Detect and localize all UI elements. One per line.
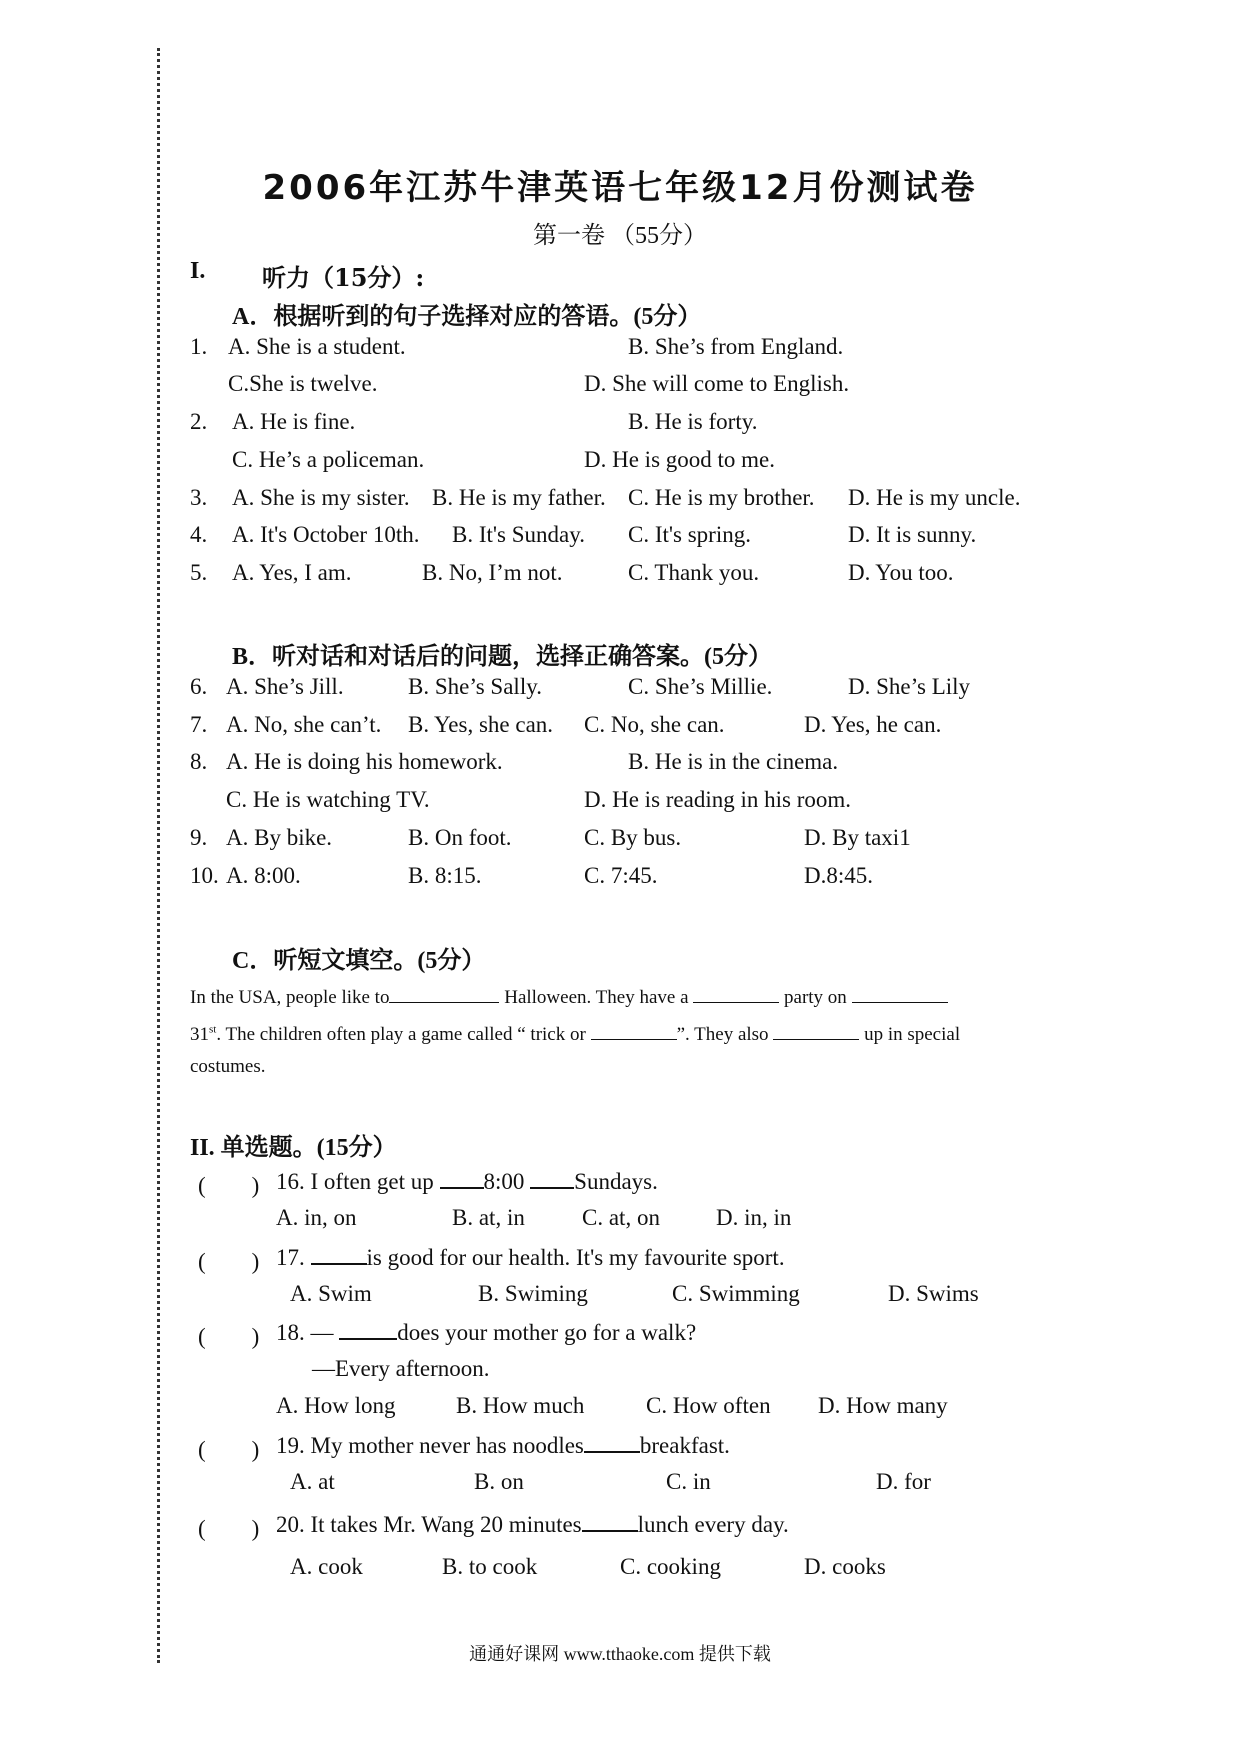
- q10-number: 10.: [190, 863, 219, 888]
- q18-stem: [276, 1318, 696, 1346]
- blank-5: [773, 1019, 859, 1040]
- q3-option-b: B. He is my father.: [432, 485, 606, 510]
- q19-option-d: D. for: [876, 1469, 931, 1494]
- q4-number: 4.: [190, 522, 208, 547]
- binding-margin-line: [157, 48, 160, 1663]
- q6-number: 6.: [190, 674, 208, 699]
- q18-paren: ( ): [198, 1324, 260, 1349]
- q20-stem: [276, 1510, 789, 1538]
- section-2-heading: II. 单选题。(15分）: [190, 1135, 397, 1161]
- q18-option-b: B. How much: [456, 1393, 585, 1418]
- q8-number: 8.: [190, 749, 208, 774]
- q19-stem: [276, 1431, 730, 1459]
- q17-blank: [311, 1243, 367, 1265]
- q3-option-d: D. He is my uncle.: [848, 485, 1021, 510]
- q1-option-c: C.She is twelve.: [228, 371, 378, 396]
- q6-option-c: C. She’s Millie.: [628, 674, 773, 699]
- q8-option-a: A. He is doing his homework.: [226, 749, 503, 774]
- q18-reply: —Every afternoon.: [312, 1356, 490, 1381]
- q16-stem-part-3: Sundays.: [574, 1169, 658, 1194]
- q6-option-b: B. She’s Sally.: [408, 674, 542, 699]
- q9-option-d: D. By taxi1: [804, 825, 911, 850]
- blank-2: [693, 982, 779, 1003]
- q10-option-c: C. 7:45.: [584, 863, 658, 888]
- section-1-number: I.: [190, 258, 206, 284]
- q10-option-b: B. 8:15.: [408, 863, 482, 888]
- blank-1: [389, 982, 499, 1003]
- section-1-heading: 听力（15分）:: [262, 263, 425, 292]
- q6-option-a: A. She’s Jill.: [226, 674, 344, 699]
- q16-option-d: D. in, in: [716, 1205, 792, 1230]
- q19-option-b: B. on: [474, 1469, 524, 1494]
- q17-option-d: D. Swims: [888, 1281, 979, 1306]
- part-b-heading: B．听对话和对话后的问题，选择正确答案。(5分）: [232, 644, 772, 670]
- q18-stem-part-1: 18. —: [276, 1320, 334, 1345]
- q20-stem-part-1: 20. It takes Mr. Wang 20 minutes: [276, 1512, 582, 1537]
- q16-paren: ( ): [198, 1173, 260, 1198]
- q20-paren: ( ): [198, 1516, 260, 1541]
- page-title: 2006年江苏牛津英语七年级12月份测试卷: [262, 168, 978, 208]
- q9-number: 9.: [190, 825, 208, 850]
- part-a-heading: A．根据听到的句子选择对应的答语。(5分）: [232, 304, 702, 330]
- q9-option-a: A. By bike.: [226, 825, 333, 850]
- q20-option-a: A. cook: [290, 1554, 363, 1579]
- q1-number: 1.: [190, 334, 208, 359]
- passage-text-3: party on: [784, 987, 847, 1008]
- q20-stem-part-2: lunch every day.: [637, 1512, 789, 1537]
- q19-stem-part-1: 19. My mother never has noodles: [276, 1433, 584, 1458]
- passage-text-8: costumes.: [190, 1056, 266, 1077]
- q20-blank: [582, 1510, 638, 1532]
- q1-option-d: D. She will come to English.: [584, 371, 850, 396]
- passage-text-1: In the USA, people like to: [190, 987, 390, 1008]
- q16-blank-2: [530, 1167, 574, 1189]
- q2-option-c: C. He’s a policeman.: [232, 447, 425, 472]
- passage-text-5: . The children often play a game called “ trick or: [216, 1024, 586, 1045]
- q5-option-b: B. No, I’m not.: [422, 560, 563, 585]
- q7-option-b: B. Yes, she can.: [408, 712, 554, 737]
- q17-option-c: C. Swimming: [672, 1281, 800, 1306]
- passage-text-7: up in special: [864, 1024, 961, 1045]
- q9-option-b: B. On foot.: [408, 825, 512, 850]
- q16-option-b: B. at, in: [452, 1205, 525, 1230]
- q3-option-c: C. He is my brother.: [628, 485, 815, 510]
- q5-number: 5.: [190, 560, 208, 585]
- q20-option-b: B. to cook: [442, 1554, 538, 1579]
- q17-stem-part-1: 17.: [276, 1245, 305, 1270]
- part-c-passage-line-2: [190, 1019, 960, 1046]
- passage-text-6: ”. They also: [676, 1024, 769, 1045]
- q2-option-d: D. He is good to me.: [584, 447, 776, 472]
- q16-stem-part-1: 16. I often get up: [276, 1169, 434, 1194]
- q5-option-c: C. Thank you.: [628, 560, 760, 585]
- q19-paren: ( ): [198, 1437, 260, 1462]
- q18-stem-part-2: does your mother go for a walk?: [397, 1320, 697, 1345]
- q8-option-c: C. He is watching TV.: [226, 787, 430, 812]
- blank-4: [591, 1019, 677, 1040]
- q19-blank: [584, 1431, 640, 1453]
- q18-option-d: D. How many: [818, 1393, 948, 1418]
- q4-option-c: C. It's spring.: [628, 522, 751, 547]
- q16-stem-part-2: 8:00: [483, 1169, 525, 1194]
- q16-blank-1: [440, 1167, 484, 1189]
- page-subtitle: 第一卷 （55分）: [533, 223, 707, 249]
- page-footer: 通通好课网 www.tthaoke.com 提供下载: [469, 1644, 771, 1664]
- q1-option-a: A. She is a student.: [228, 334, 406, 359]
- q7-option-c: C. No, she can.: [584, 712, 725, 737]
- q10-option-a: A. 8:00.: [226, 863, 301, 888]
- q17-paren: ( ): [198, 1249, 260, 1274]
- q2-number: 2.: [190, 409, 208, 434]
- part-c-heading: C．听短文填空。(5分）: [232, 948, 486, 974]
- q17-option-a: A. Swim: [290, 1281, 372, 1306]
- q10-option-d: D.8:45.: [804, 863, 873, 888]
- q17-stem: [276, 1243, 785, 1271]
- q2-option-a: A. He is fine.: [232, 409, 356, 434]
- q7-number: 7.: [190, 712, 208, 737]
- q16-option-c: C. at, on: [582, 1205, 660, 1230]
- q3-option-a: A. She is my sister.: [232, 485, 410, 510]
- q19-option-a: A. at: [290, 1469, 335, 1494]
- q20-option-d: D. cooks: [804, 1554, 886, 1579]
- q9-option-c: C. By bus.: [584, 825, 682, 850]
- q5-option-a: A. Yes, I am.: [232, 560, 352, 585]
- q16-stem: [276, 1167, 658, 1195]
- q17-stem-part-2: is good for our health. It's my favourite sport.: [366, 1245, 785, 1270]
- q3-number: 3.: [190, 485, 208, 510]
- q7-option-d: D. Yes, he can.: [804, 712, 942, 737]
- q5-option-d: D. You too.: [848, 560, 954, 585]
- q1-option-b: B. She’s from England.: [628, 334, 844, 359]
- q18-option-a: A. How long: [276, 1393, 396, 1418]
- q20-option-c: C. cooking: [620, 1554, 721, 1579]
- q19-option-c: C. in: [666, 1469, 711, 1494]
- q8-option-b: B. He is in the cinema.: [628, 749, 839, 774]
- passage-text-2: Halloween. They have a: [504, 987, 689, 1008]
- q6-option-d: D. She’s Lily: [848, 674, 971, 699]
- blank-3: [852, 982, 948, 1003]
- passage-text-4: 31: [190, 1024, 209, 1045]
- q19-stem-part-2: breakfast.: [639, 1433, 730, 1458]
- q4-option-a: A. It's October 10th.: [232, 522, 420, 547]
- q18-option-c: C. How often: [646, 1393, 771, 1418]
- q4-option-b: B. It's Sunday.: [452, 522, 585, 547]
- q2-option-b: B. He is forty.: [628, 409, 758, 434]
- q16-option-a: A. in, on: [276, 1205, 357, 1230]
- part-c-passage-line-1: [190, 982, 948, 1009]
- q4-option-d: D. It is sunny.: [848, 522, 977, 547]
- q17-option-b: B. Swiming: [478, 1281, 588, 1306]
- q7-option-a: A. No, she can’t.: [226, 712, 382, 737]
- q18-blank: [339, 1318, 397, 1340]
- q8-option-d: D. He is reading in his room.: [584, 787, 852, 812]
- passage-sup: st: [209, 1023, 217, 1036]
